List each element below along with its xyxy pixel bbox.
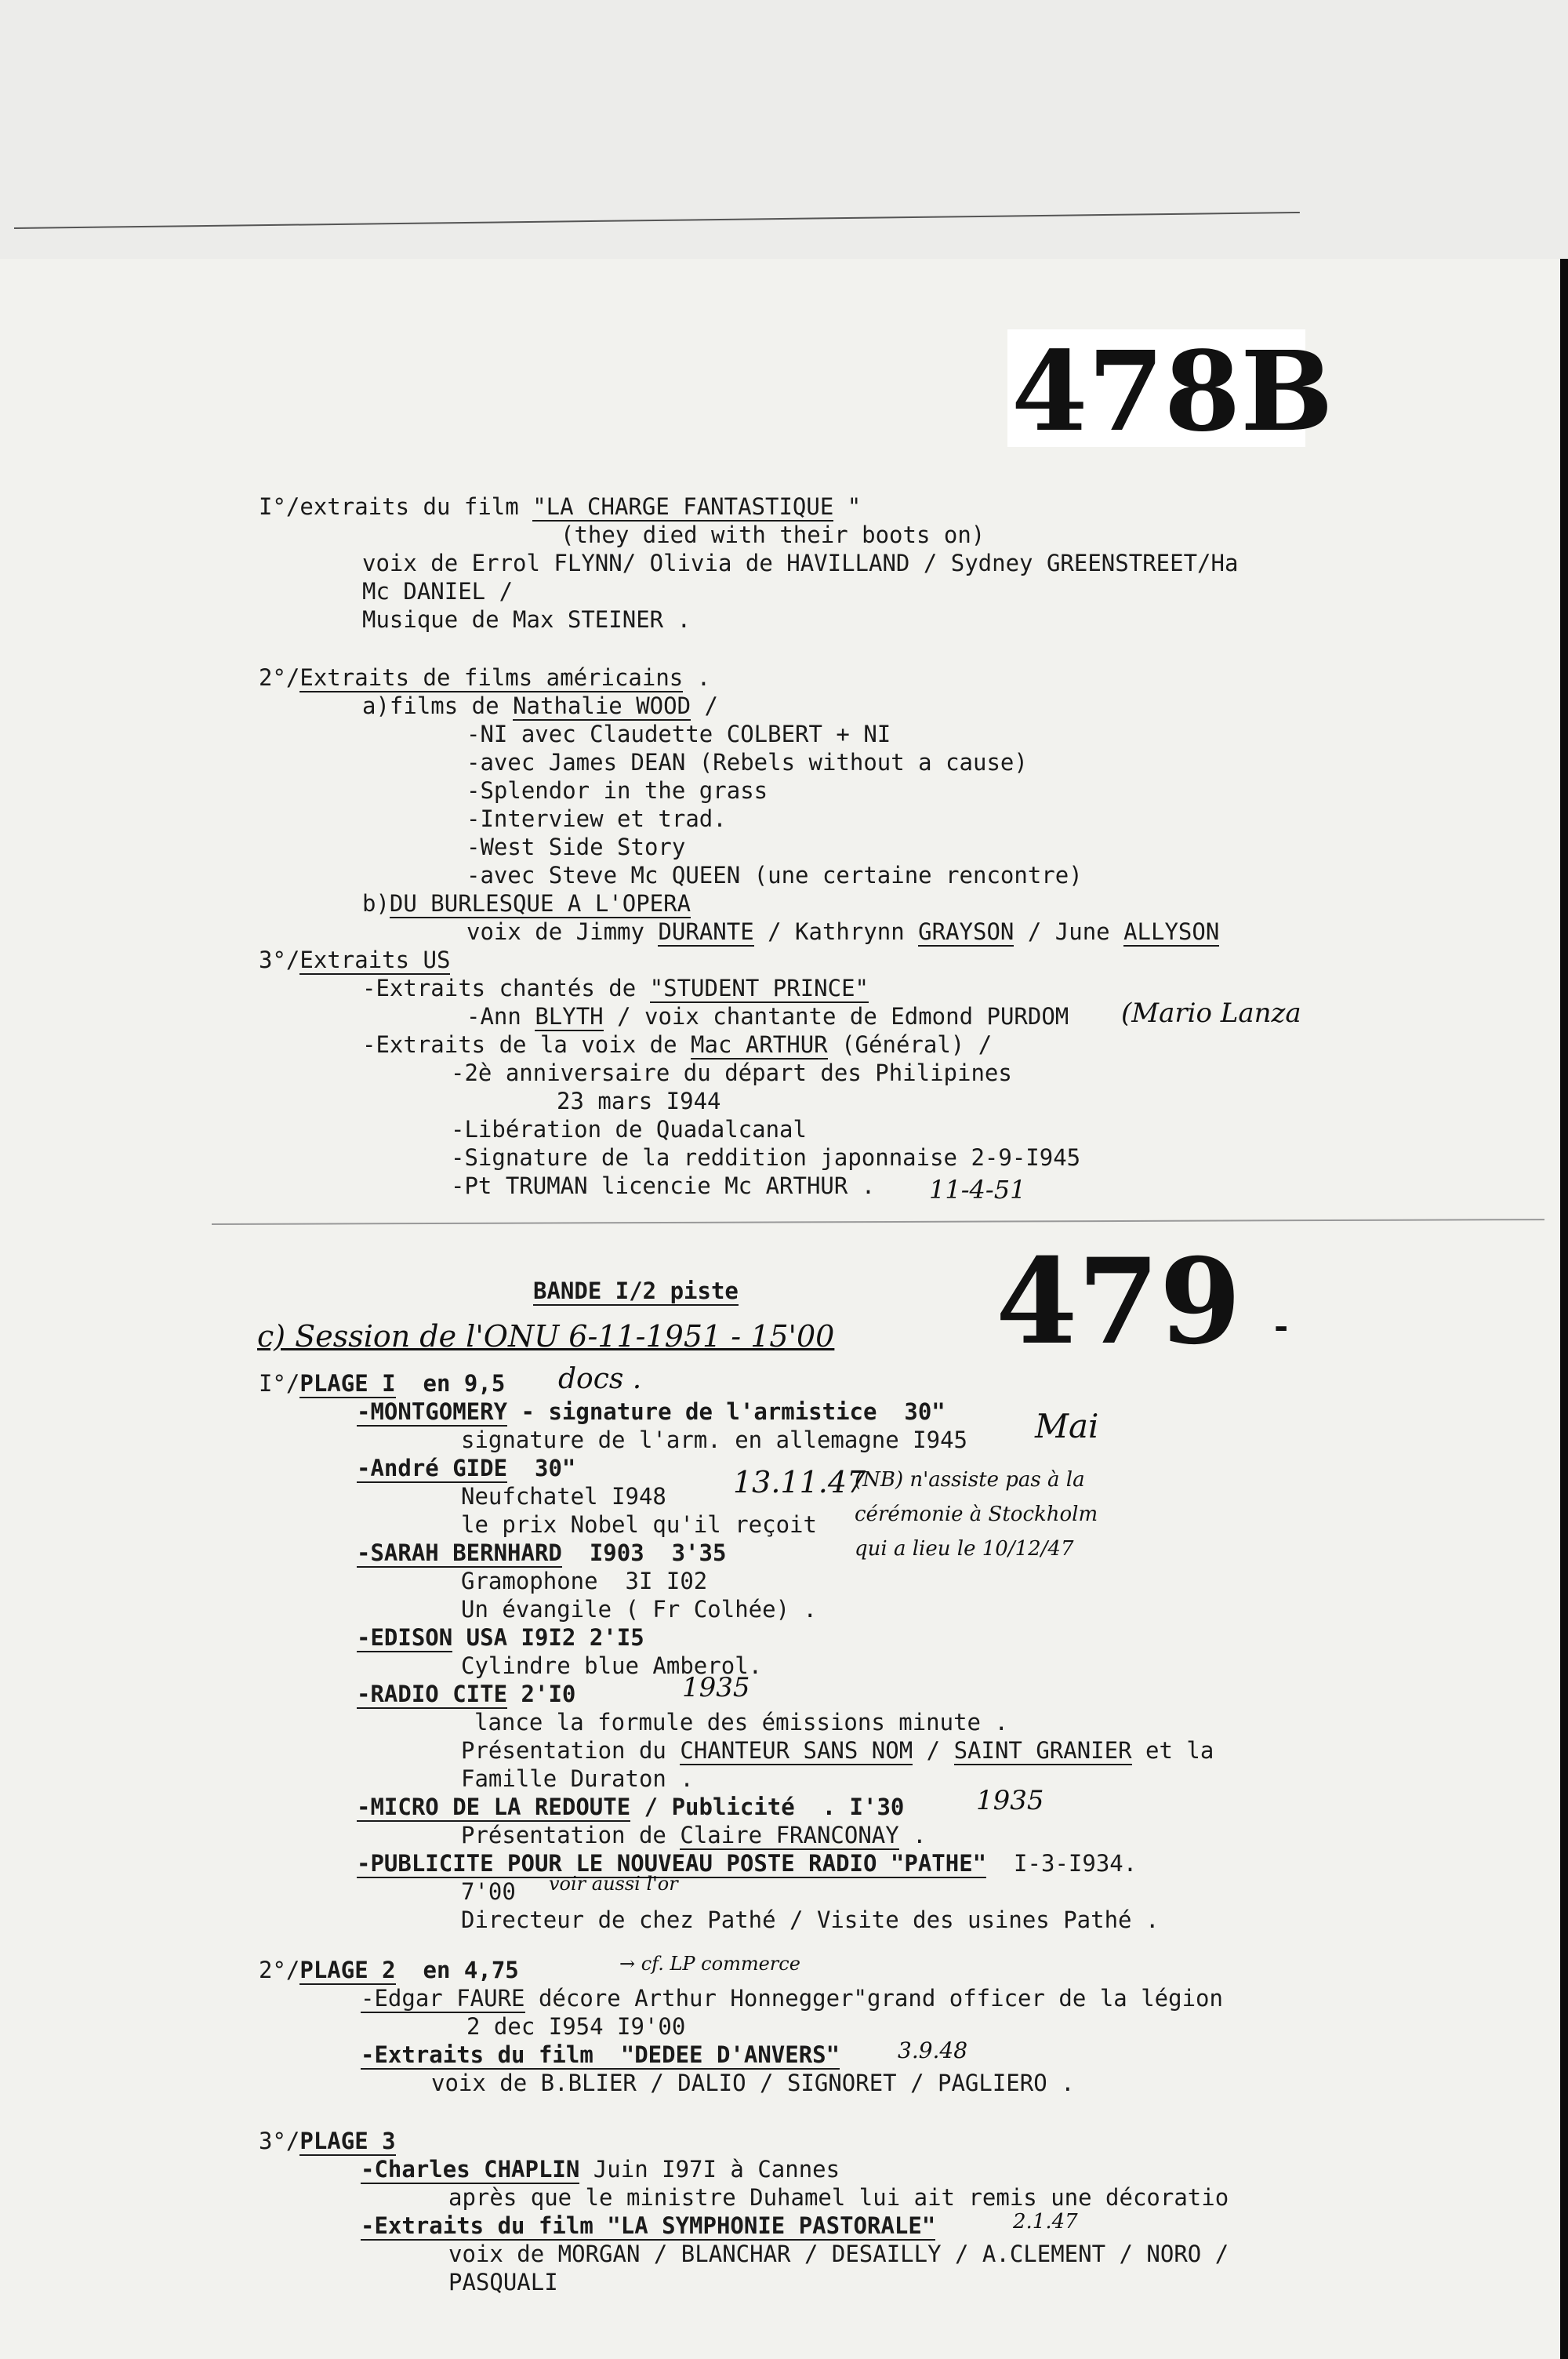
text-line: 7'00 [461, 1878, 516, 1905]
text-line: PASQUALI [448, 2269, 558, 2295]
handwritten-note: → cf. LP commerce [619, 1953, 800, 1975]
handwritten-note: docs . [558, 1363, 642, 1395]
text-line: Famille Duraton . [461, 1765, 694, 1792]
text-line: -Extraits du film "LA SYMPHONIE PASTORALE" [361, 2212, 936, 2239]
text-line: -Extraits du film "DEDEE D'ANVERS" [361, 2041, 840, 2068]
text-line: Gramophone 3I I02 [461, 1568, 708, 1594]
text-line: 2 dec I954 I9'00 [466, 2013, 686, 2040]
text-line: voix de B.BLIER / DALIO / SIGNORET / PAGLIERO . [431, 2070, 1075, 2096]
text-line: 23 mars I944 [557, 1088, 721, 1114]
sub-heading: b)DU BURLESQUE A L'OPERA [362, 890, 691, 917]
text-line: voix de MORGAN / BLANCHAR / DESAILLY / A.CLEMENT / NORO / [448, 2241, 1229, 2267]
text-line: -Ann BLYTH / voix chantante de Edmond PURDOM [466, 1003, 1069, 1030]
text-line: -RADIO CITE 2'I0 [357, 1681, 576, 1707]
text-line: Mc DANIEL / [362, 578, 514, 605]
text-line: lance la formule des émissions minute . [474, 1709, 1008, 1736]
tape-heading: BANDE I/2 piste [533, 1278, 739, 1304]
text-line: Cylindre blue Amberol. [461, 1652, 763, 1679]
handwritten-note: c) Session de l'ONU 6-11-1951 - 15'00 [257, 1319, 835, 1354]
text-line: -MONTGOMERY - signature de l'armistice 30" [357, 1398, 946, 1425]
text-line: Un évangile ( Fr Colhée) . [461, 1596, 817, 1623]
handwritten-note: 3.9.48 [898, 2037, 968, 2063]
text-line: -Extraits de la voix de Mac ARTHUR (Général) / [362, 1031, 993, 1058]
section-heading: I°/extraits du film "LA CHARGE FANTASTIQUE " [259, 493, 862, 520]
handwritten-note: (Mario Lanza [1121, 998, 1301, 1029]
handwritten-note: 1935 [682, 1672, 750, 1703]
section-heading: 3°/PLAGE 3 [259, 2128, 396, 2154]
list-item: -Splendor in the grass [466, 777, 768, 804]
margin-mark: - [1274, 1307, 1289, 1347]
text-line: -PUBLICITE POUR LE NOUVEAU POSTE RADIO "PATHE" I-3-I934. [357, 1850, 1138, 1877]
handwritten-note: (NB) n'assiste pas à la [855, 1468, 1085, 1492]
text-line: Musique de Max STEINER . [362, 606, 691, 633]
section-heading: I°/PLAGE I en 9,5 [259, 1370, 506, 1397]
archive-number-stamp: 478B [1011, 328, 1334, 456]
film-subtitle: (they died with their boots on) [561, 522, 985, 548]
section-heading: 2°/Extraits de films américains . [259, 664, 711, 691]
handwritten-note: Mai [1035, 1407, 1099, 1445]
text-line: -Libération de Quadalcanal [451, 1116, 807, 1143]
text-line: -Extraits chantés de "STUDENT PRINCE" [362, 975, 869, 1001]
text-line: Directeur de chez Pathé / Visite des usines Pathé . [461, 1906, 1160, 1933]
sub-heading: a)films de Nathalie WOOD / [362, 692, 718, 719]
text-line: le prix Nobel qu'il reçoit [461, 1511, 817, 1538]
section-heading: 2°/PLAGE 2 en 4,75 [259, 1957, 519, 1983]
text-line: -MICRO DE LA REDOUTE / Publicité . I'30 [357, 1794, 905, 1820]
text-line: signature de l'arm. en allemagne I945 [461, 1427, 968, 1453]
text-line: -Edgar FAURE décore Arthur Honnegger"grand officer de la légion [361, 1985, 1223, 2012]
text-line: -EDISON USA I9I2 2'I5 [357, 1624, 644, 1651]
text-line: -SARAH BERNHARD I903 3'35 [357, 1539, 727, 1566]
section-heading: 3°/Extraits US [259, 947, 451, 973]
handwritten-note: 13.11.47 [733, 1465, 866, 1499]
text-line: -André GIDE 30" [357, 1455, 576, 1481]
list-item: -NI avec Claudette COLBERT + NI [466, 721, 891, 747]
text-line: après que le ministre Duhamel lui ait remis une décoratio [448, 2184, 1229, 2211]
text-line: -Charles CHAPLIN Juin I97I à Cannes [361, 2156, 840, 2183]
text-line: Présentation du CHANTEUR SANS NOM / SAINT GRANIER et la [461, 1737, 1214, 1764]
archive-number-stamp: 479 [996, 1233, 1242, 1371]
text-line: voix de Jimmy DURANTE / Kathrynn GRAYSON / June ALLYSON [466, 918, 1220, 945]
text-line: Neufchatel I948 [461, 1483, 666, 1510]
text-line: Présentation de Claire FRANCONAY . [461, 1822, 927, 1848]
text-line: -2è anniversaire du départ des Philipines [451, 1060, 1012, 1086]
handwritten-note: qui a lieu le 10/12/47 [855, 1537, 1074, 1561]
list-item: -avec James DEAN (Rebels without a cause) [466, 749, 1028, 776]
text-line: -Pt TRUMAN licencie Mc ARTHUR . [451, 1172, 876, 1199]
handwritten-note: cérémonie à Stockholm [855, 1503, 1098, 1526]
handwritten-note: voir aussi l'or [549, 1873, 678, 1895]
handwritten-note: 11-4-51 [929, 1175, 1026, 1205]
backing-sheet [0, 0, 1568, 259]
text-line: voix de Errol FLYNN/ Olivia de HAVILLAND / Sydney GREENSTREET/Ha [362, 550, 1239, 576]
list-item: -avec Steve Mc QUEEN (une certaine rencontre) [466, 862, 1083, 889]
list-item: -Interview et trad. [466, 805, 727, 832]
list-item: -West Side Story [466, 834, 686, 860]
text-line: -Signature de la reddition japonnaise 2-9-I945 [451, 1144, 1081, 1171]
handwritten-note: 1935 [976, 1785, 1044, 1816]
handwritten-note: 2.1.47 [1013, 2210, 1078, 2234]
